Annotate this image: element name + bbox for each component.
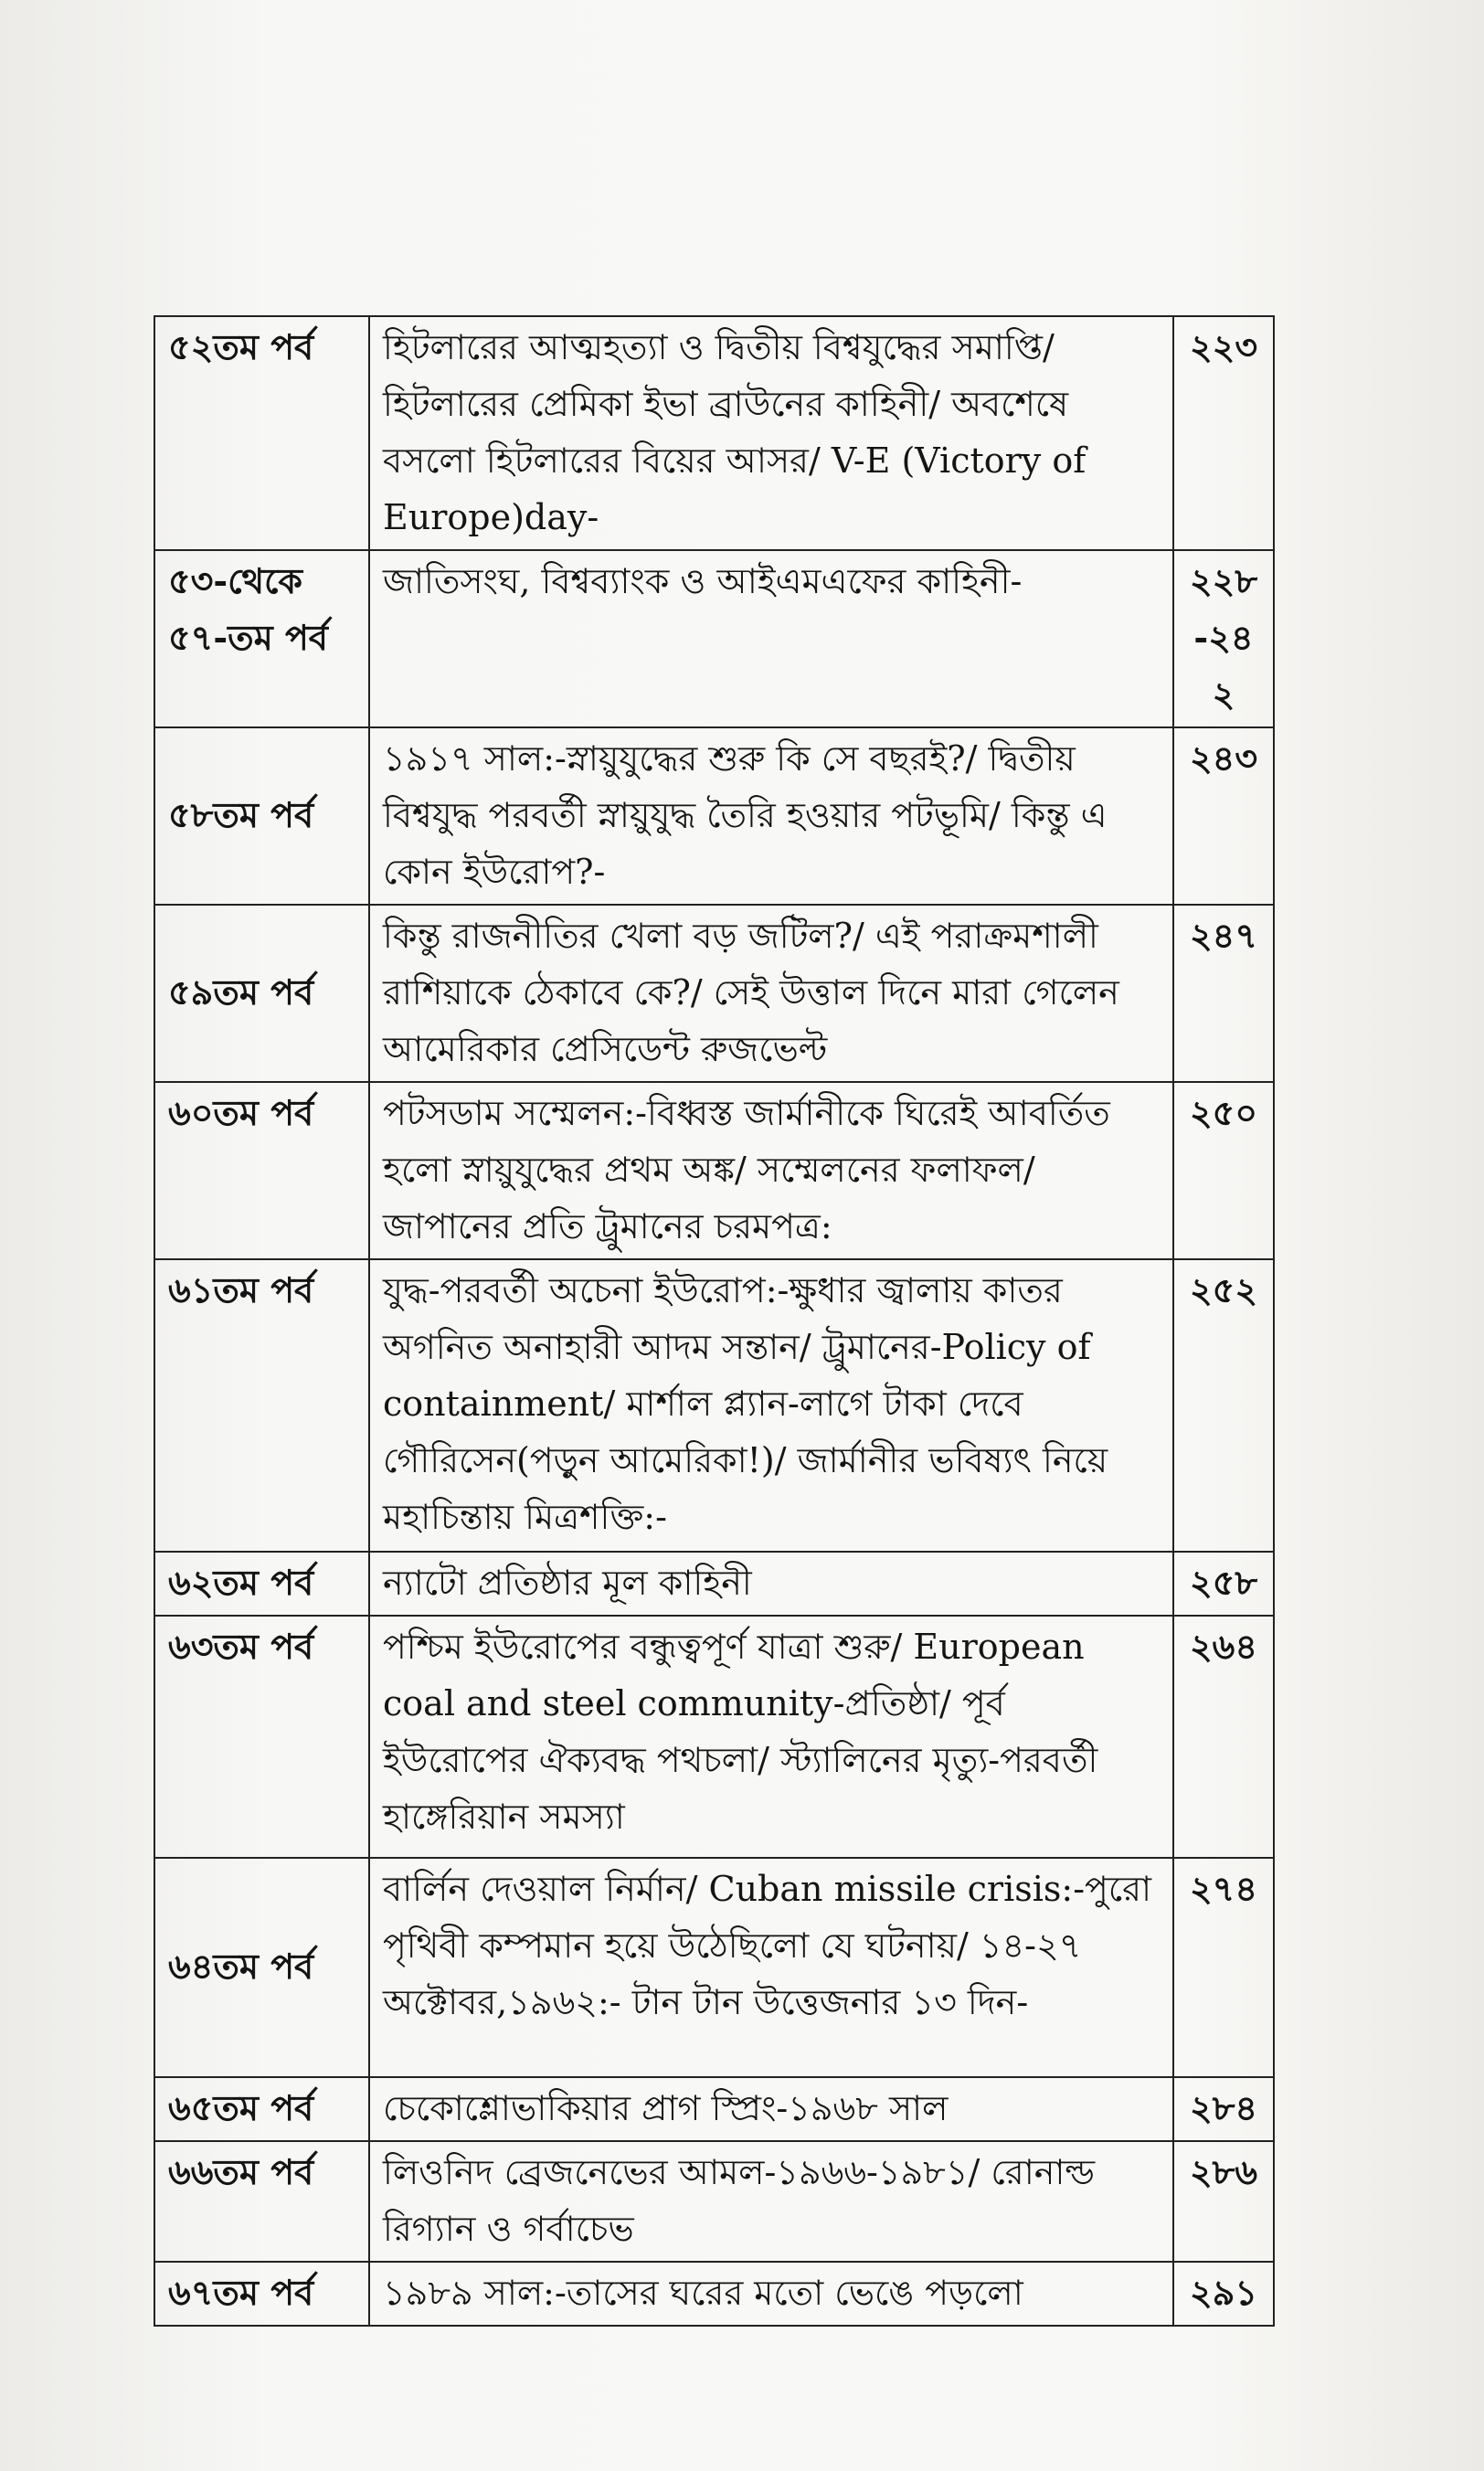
content-cell: কিন্তু রাজনীতির খেলা বড় জটিল?/ এই পরাক্রমশালী রাশিয়াকে ঠেকাবে কে?/ সেই উত্তাল দিনে মারা গেলেন আমেরিকার প্রেসিডেন্ট রুজভেল্ট <box>369 905 1173 1082</box>
content-cell: ১৯১৭ সাল:-স্নায়ুযুদ্ধের শুরু কি সে বছরই?/ দ্বিতীয় বিশ্বযুদ্ধ পরবর্তী স্নায়ুযুদ্ধ তৈরি হওয়ার পটভূমি/ কিন্তু এ কোন ইউরোপ?- <box>369 727 1173 905</box>
episode-cell: ৬৩তম পর্ব <box>154 1616 369 1858</box>
table-of-contents <box>154 315 1275 2327</box>
content-cell: ন্যাটো প্রতিষ্ঠার মূল কাহিনী <box>369 1552 1173 1616</box>
content-cell: লিওনিদ ব্রেজনেভের আমল-১৯৬৬-১৯৮১/ রোনাল্ড রিগ্যান ও গর্বাচেভ <box>369 2141 1173 2262</box>
table-row <box>154 905 1274 1082</box>
table-row <box>154 550 1274 727</box>
episode-cell: ৬০তম পর্ব <box>154 1082 369 1259</box>
episode-cell: ৬৬তম পর্ব <box>154 2141 369 2262</box>
page-number-cell: ২৮৬ <box>1173 2141 1274 2262</box>
table-row <box>154 2077 1274 2141</box>
table-row <box>154 1552 1274 1616</box>
page-number-cell: ২৯১ <box>1173 2262 1274 2326</box>
table-row <box>154 2141 1274 2262</box>
episode-cell: ৬৭তম পর্ব <box>154 2262 369 2326</box>
episode-cell: ৫৩-থেকে ৫৭-তম পর্ব <box>154 550 369 727</box>
page-number-cell: ২৪৩ <box>1173 727 1274 905</box>
content-cell: চেকোশ্লোভাকিয়ার প্রাগ স্প্রিং-১৯৬৮ সাল <box>369 2077 1173 2141</box>
page-number-cell: ২৬৪ <box>1173 1616 1274 1858</box>
page-number-cell: ২২৩ <box>1173 316 1274 550</box>
episode-cell: ৫৮তম পর্ব <box>154 727 369 905</box>
page-number-cell: ২৭৪ <box>1173 1858 1274 2077</box>
table-row <box>154 1858 1274 2077</box>
page-number-cell: ২৫৮ <box>1173 1552 1274 1616</box>
episode-cell: ৬২তম পর্ব <box>154 1552 369 1616</box>
content-cell: পশ্চিম ইউরোপের বন্ধুত্বপূর্ণ যাত্রা শুরু/ European coal and steel community-প্রতিষ্ঠা/ পূর্ব ইউরোপের ঐক্যবদ্ধ পথচলা/ স্ট্যালিনের মৃত্যু-পরবর্তী হাঙ্গেরিয়ান সমস্যা <box>369 1616 1173 1858</box>
episode-cell: ৬৫তম পর্ব <box>154 2077 369 2141</box>
content-cell: ১৯৮৯ সাল:-তাসের ঘরের মতো ভেঙে পড়লো <box>369 2262 1173 2326</box>
table-row <box>154 316 1274 550</box>
content-cell: জাতিসংঘ, বিশ্বব্যাংক ও আইএমএফের কাহিনী- <box>369 550 1173 727</box>
content-cell: বার্লিন দেওয়াল নির্মান/ Cuban missile crisis:-পুরো পৃথিবী কম্পমান হয়ে উঠেছিলো যে ঘটনায়/ ১৪-২৭ অক্টোবর,১৯৬২:- টান টান উত্তেজনার ১৩ দিন- <box>369 1858 1173 2077</box>
page-number-cell: ২২৮-২৪২ <box>1173 550 1274 727</box>
content-cell: পটসডাম সম্মেলন:-বিধ্বস্ত জার্মানীকে ঘিরেই আবর্তিত হলো স্নায়ুযুদ্ধের প্রথম অঙ্ক/ সম্মেলনের ফলাফল/ জাপানের প্রতি ট্রুমানের চরমপত্র: <box>369 1082 1173 1259</box>
content-cell: যুদ্ধ-পরবর্তী অচেনা ইউরোপ:-ক্ষুধার জ্বালায় কাতর অগনিত অনাহারী আদম সন্তান/ ট্রুমানের-Policy of containment/ মার্শাল প্ল্যান-লাগে টাকা দেবে গৌরিসেন(পড়ুন আমেরিকা!)/ জার্মানীর ভবিষ্যৎ নিয়ে মহাচিন্তায় মিত্রশক্তি:- <box>369 1259 1173 1552</box>
page-number-cell: ২৫২ <box>1173 1259 1274 1552</box>
table-row <box>154 1082 1274 1259</box>
page-number-cell: ২৮৪ <box>1173 2077 1274 2141</box>
content-cell: হিটলারের আত্মহত্যা ও দ্বিতীয় বিশ্বযুদ্ধের সমাপ্তি/ হিটলারের প্রেমিকা ইভা ব্রাউনের কাহিনী/ অবশেষে বসলো হিটলারের বিয়ের আসর/ V-E (Victory of Europe)day- <box>369 316 1173 550</box>
episode-cell: ৫২তম পর্ব <box>154 316 369 550</box>
table-row <box>154 1616 1274 1858</box>
page-number-cell: ২৫০ <box>1173 1082 1274 1259</box>
table-row <box>154 2262 1274 2326</box>
table-row <box>154 727 1274 905</box>
page-number-cell: ২৪৭ <box>1173 905 1274 1082</box>
episode-cell: ৬১তম পর্ব <box>154 1259 369 1552</box>
episode-cell: ৬৪তম পর্ব <box>154 1858 369 2077</box>
table-row <box>154 1259 1274 1552</box>
episode-cell: ৫৯তম পর্ব <box>154 905 369 1082</box>
